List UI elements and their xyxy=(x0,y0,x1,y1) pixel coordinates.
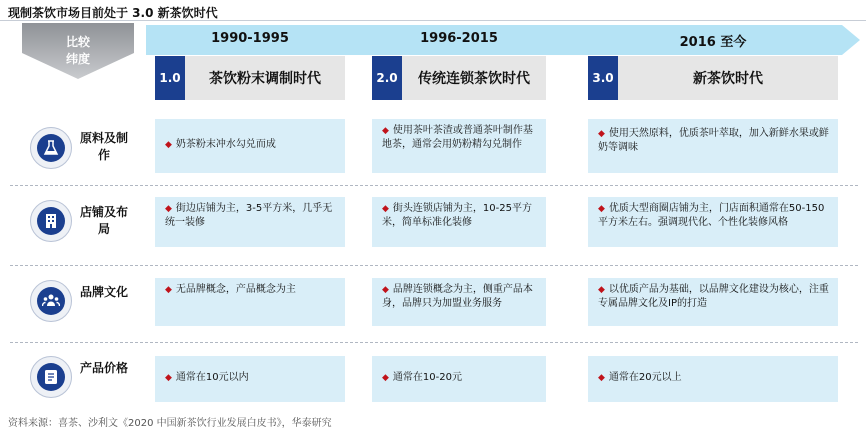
source-footnote: 资料来源：喜茶、沙利文《2020 中国新茶饮行业发展白皮书》，华泰研究 xyxy=(8,418,332,429)
compare-dimension-label: 比较纬度 xyxy=(65,35,90,66)
row-3-cell-era-3-text: 以优质产品为基础，以品牌文化建设为核心，注重专属品牌文化及IP的打造 xyxy=(598,284,829,309)
row-1-label: 原料及制作 xyxy=(80,131,129,162)
era-2-years: 1996-2015 xyxy=(420,31,498,46)
row-divider xyxy=(10,342,858,343)
row-4-cell-era-3 xyxy=(588,356,838,402)
row-4-cell-era-2 xyxy=(372,356,546,402)
row-2-cell-era-1-text: 街边店铺为主，3-5平方米，几乎无统一装修 xyxy=(165,203,333,228)
row-divider xyxy=(10,265,858,266)
row-4-cell-era-1-text: 通常在10元以内 xyxy=(175,372,249,383)
era-2-number: 2.0 xyxy=(372,56,402,100)
row-2-cell-era-2 xyxy=(372,197,546,247)
row-3-cell-era-1-text: 无品牌概念，产品概念为主 xyxy=(175,284,296,295)
era-3-header xyxy=(588,56,838,100)
row-1-cell-era-2 xyxy=(372,119,546,173)
row-2-label: 店铺及布局 xyxy=(80,205,129,236)
bullet-diamond-icon: ◆ xyxy=(382,285,389,295)
era-1-name: 茶饮粉末调制时代 xyxy=(185,56,345,100)
row-1-cell-era-1-text: 奶茶粉末冲水勾兑而成 xyxy=(175,139,276,150)
row-3-cell-era-2 xyxy=(372,278,546,326)
building-icon xyxy=(42,212,60,230)
row-4-label: 产品价格 xyxy=(80,361,129,375)
row-1-cell-era-3 xyxy=(588,119,838,173)
row-1-cell-era-3-text: 使用天然原料，优质茶叶萃取，加入新鲜水果或鲜奶等调味 xyxy=(598,128,829,153)
row-3-cell-era-2-text: 品牌连锁概念为主，侧重产品本身，品牌只为加盟业务服务 xyxy=(382,284,533,309)
row-3-cell-era-1 xyxy=(155,278,345,326)
bullet-diamond-icon: ◆ xyxy=(598,285,605,295)
bullet-diamond-icon: ◆ xyxy=(165,285,172,295)
row-2-icon-circle xyxy=(30,200,72,242)
row-4-cell-era-1 xyxy=(155,356,345,402)
row-1-cell-era-2-text: 使用茶叶茶渣或普通茶叶制作基地茶，通常会用奶粉精勾兑制作 xyxy=(382,125,533,150)
row-2-cell-era-2-text: 街头连锁店铺为主，10-25平方米，简单标准化装修 xyxy=(382,203,532,228)
row-4-cell-era-2-text: 通常在10-20元 xyxy=(392,372,462,383)
row-3-icon-circle xyxy=(30,280,72,322)
era-3-name: 新茶饮时代 xyxy=(618,56,838,100)
row-1-icon-circle xyxy=(30,127,72,169)
era-1-years: 1990-1995 xyxy=(211,31,289,46)
row-4-cell-era-3-text: 通常在20元以上 xyxy=(608,372,682,383)
era-2-header xyxy=(372,56,546,100)
row-2-cell-era-3 xyxy=(588,197,838,247)
price-tag-icon xyxy=(42,368,60,386)
row-1-cell-era-1 xyxy=(155,119,345,173)
bullet-diamond-icon: ◆ xyxy=(598,129,605,139)
bullet-diamond-icon: ◆ xyxy=(598,204,605,214)
people-icon xyxy=(42,292,60,310)
row-3-label: 品牌文化 xyxy=(80,285,129,299)
bullet-diamond-icon: ◆ xyxy=(382,126,389,136)
era-1-header xyxy=(155,56,345,100)
bullet-diamond-icon: ◆ xyxy=(165,373,172,383)
bullet-diamond-icon: ◆ xyxy=(165,140,172,150)
era-3-number: 3.0 xyxy=(588,56,618,100)
row-4-icon-circle xyxy=(30,356,72,398)
bullet-diamond-icon: ◆ xyxy=(382,204,389,214)
page-title: 现制茶饮市场目前处于 3.0 新茶饮时代 xyxy=(8,6,218,20)
bullet-diamond-icon: ◆ xyxy=(598,373,605,383)
era-3-years: 2016 至今 xyxy=(679,35,747,50)
era-2-name: 传统连锁茶饮时代 xyxy=(402,56,546,100)
title-divider xyxy=(0,20,866,21)
row-2-cell-era-1 xyxy=(155,197,345,247)
row-divider xyxy=(10,185,858,186)
flask-icon xyxy=(42,139,60,157)
bullet-diamond-icon: ◆ xyxy=(382,373,389,383)
bullet-diamond-icon: ◆ xyxy=(165,204,172,214)
row-2-cell-era-3-text: 优质大型商圈店铺为主，门店面积通常在50-150平方米左右。强调现代化、个性化装修风格 xyxy=(598,203,825,228)
row-3-cell-era-3 xyxy=(588,278,838,326)
era-1-number: 1.0 xyxy=(155,56,185,100)
